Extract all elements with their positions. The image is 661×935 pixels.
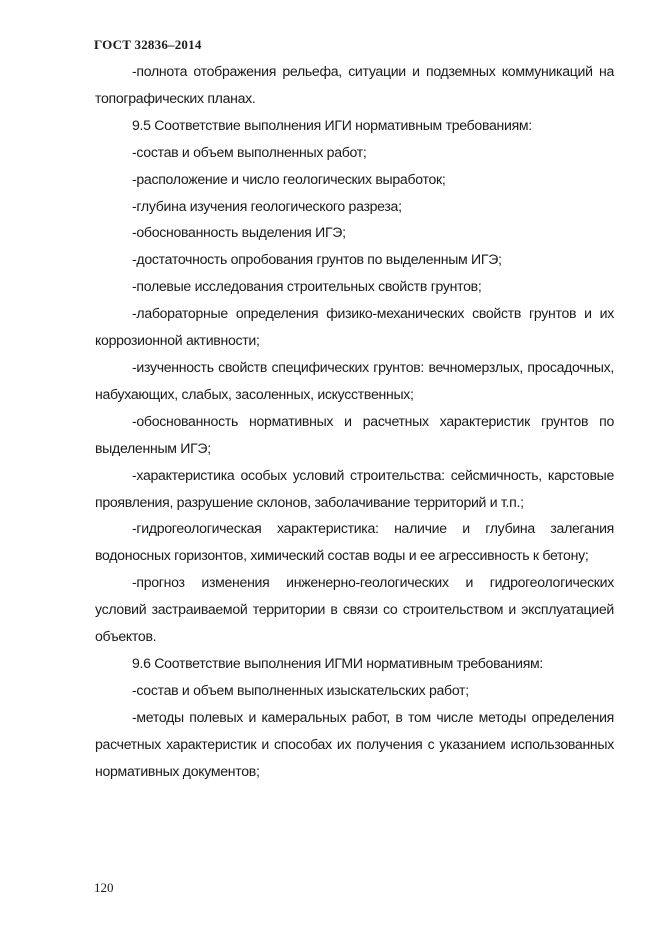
list-item: -методы полевых и камеральных работ, в том числе методы определения расчетных характеристик и способах их получения с указанием использованных нормативных документов;: [95, 708, 614, 779]
section-9-6-heading: 9.6 Соответствие выполнения ИГМИ нормативным требованиям:: [132, 654, 544, 671]
list-item: -лабораторные определения физико-механических свойств грунтов и их коррозионной активности;: [95, 305, 614, 349]
list-item: -расположение и число геологических выработок;: [132, 170, 446, 187]
list-item: -достаточность опробования грунтов по выделенным ИГЭ;: [132, 251, 502, 268]
document-header: ГОСТ 32836–2014: [94, 37, 202, 52]
list-item: -характеристика особых условий строительства: сейсмичность, карстовые проявления, разрушение склонов, заболачивание территорий и т.п.;: [95, 466, 614, 510]
list-item: -прогноз изменения инженерно-геологических и гидрогеологических условий застраиваемой территории в связи со строительством и эксплуатацией объектов.: [95, 574, 614, 645]
document-body: [95, 58, 614, 784]
section-9-5-heading: 9.5 Соответствие выполнения ИГИ нормативным требованиям:: [132, 116, 532, 133]
list-item: -состав и объем выполненных работ;: [132, 143, 367, 160]
list-item: -обоснованность выделения ИГЭ;: [132, 224, 346, 241]
page-number: 120: [94, 880, 114, 895]
list-item: -полевые исследования строительных свойств грунтов;: [132, 278, 482, 295]
list-item: -изученность свойств специфических грунтов: вечномерзлых, просадочных, набухающих, слабых, засоленных, искусственных;: [95, 358, 614, 402]
paragraph-relief-completeness: -полнота отображения рельефа, ситуации и подземных коммуникаций на топографических планах.: [95, 63, 614, 106]
list-item: -глубина изучения геологического разреза;: [132, 197, 402, 214]
list-item: -гидрогеологическая характеристика: наличие и глубина залегания водоносных горизонтов, химический состав воды и ее агрессивность к бетону;: [95, 520, 614, 564]
list-item: -обоснованность нормативных и расчетных характеристик грунтов по выделенным ИГЭ;: [95, 412, 614, 456]
list-item: -состав и объем выполненных изыскательских работ;: [132, 681, 469, 698]
